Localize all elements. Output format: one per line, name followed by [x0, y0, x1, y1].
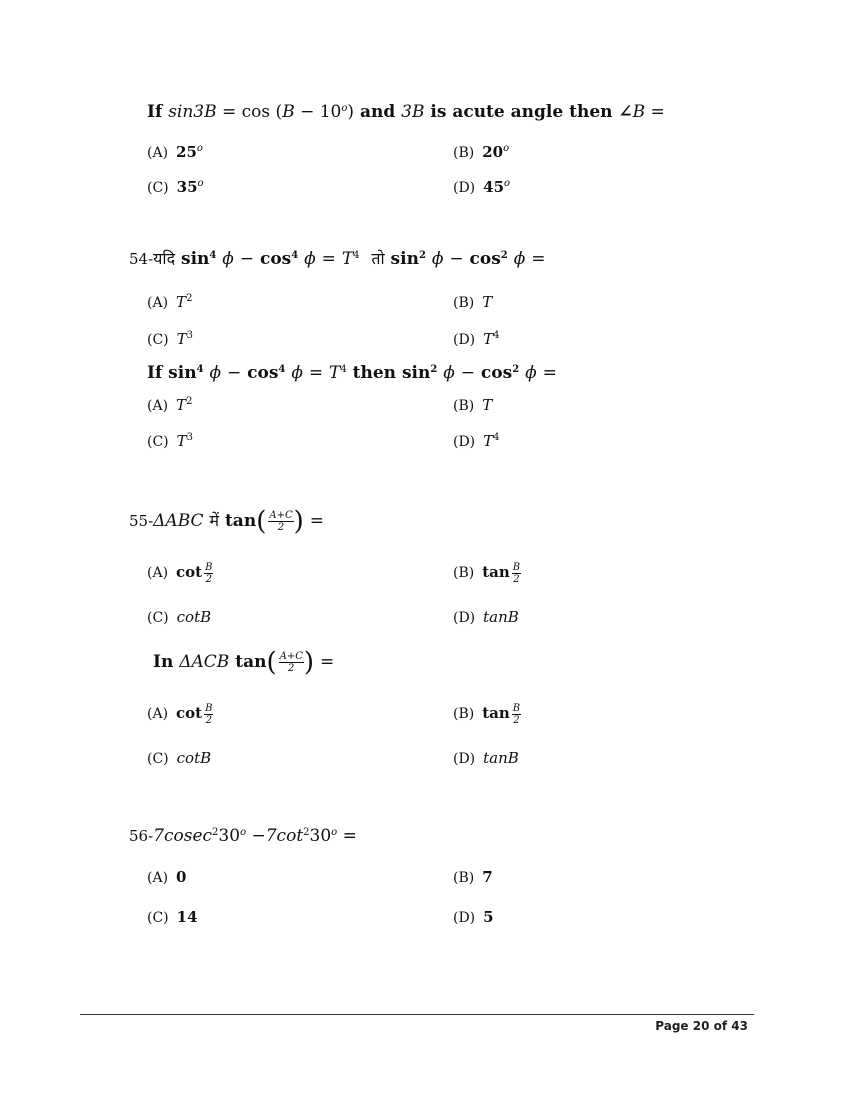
q55-option-c: (C) cotB [147, 608, 212, 626]
q56-option-d: (D) 5 [453, 908, 494, 926]
q55-en-option-a: (A) cot $\frac{B}{2}$ [147, 702, 213, 726]
footer-divider [80, 1014, 754, 1015]
page-number: Page 20 of 43 [655, 1019, 748, 1033]
q53-option-b: (B) 20$^o$ [453, 143, 510, 161]
q55-question-en: In ΔACB tan( $\frac{A+C}{2}$ ) = [153, 647, 335, 678]
q54-option-b: (B) T [453, 293, 493, 311]
q56-option-c: (C) 14 [147, 908, 198, 926]
q55-option-a: (A) cot $\frac{B}{2}$ [147, 561, 213, 585]
q53-option-c: (C) 35$^o$ [147, 178, 204, 196]
q55-en-option-c: (C) cotB [147, 749, 212, 767]
q55-en-option-b: (B) tan $\frac{B}{2}$ [453, 702, 521, 726]
q56-option-b: (B) 7 [453, 868, 493, 886]
q53-option-a: (A) 25$^o$ [147, 143, 203, 161]
q54-en-option-c: (C) $T^3$ [147, 432, 194, 450]
q54-option-d: (D) $T^4$ [453, 330, 500, 348]
q55-option-d: (D) tanB [453, 608, 519, 626]
q53-question-en: If $\sin 3B = \cos (B - 10^o)$ and 3B is acute angle then ∠B = [147, 102, 665, 122]
q54-option-c: (C) $T^3$ [147, 330, 194, 348]
q54-question-en: If $\sin^4 \phi - \cos^4 \phi = T^4$ then $\sin^2 \phi - \cos^2 \phi$ = [147, 363, 557, 383]
q54-question-hi: 54-यदि $\sin^4 \phi - \cos^4 \phi = T^4$ तो $\sin^2 \phi - \cos^2 \phi$ = [129, 249, 546, 269]
q55-option-b: (B) tan $\frac{B}{2}$ [453, 561, 521, 585]
q53-option-d: (D) 45$^o$ [453, 178, 511, 196]
q56-option-a: (A) 0 [147, 868, 187, 886]
q54-en-option-a: (A) $T^2$ [147, 396, 193, 414]
q54-en-option-b: (B) T [453, 396, 493, 414]
q54-en-option-d: (D) $T^4$ [453, 432, 500, 450]
q55-question-hi: 55-ΔABC में tan( $\frac{A+C}{2}$ ) = [129, 506, 324, 537]
q55-en-option-d: (D) tanB [453, 749, 519, 767]
q56-question: $56-7cosec^230^o -7\cot^230^o$ = [129, 826, 357, 846]
q54-option-a: (A) $T^2$ [147, 293, 193, 311]
